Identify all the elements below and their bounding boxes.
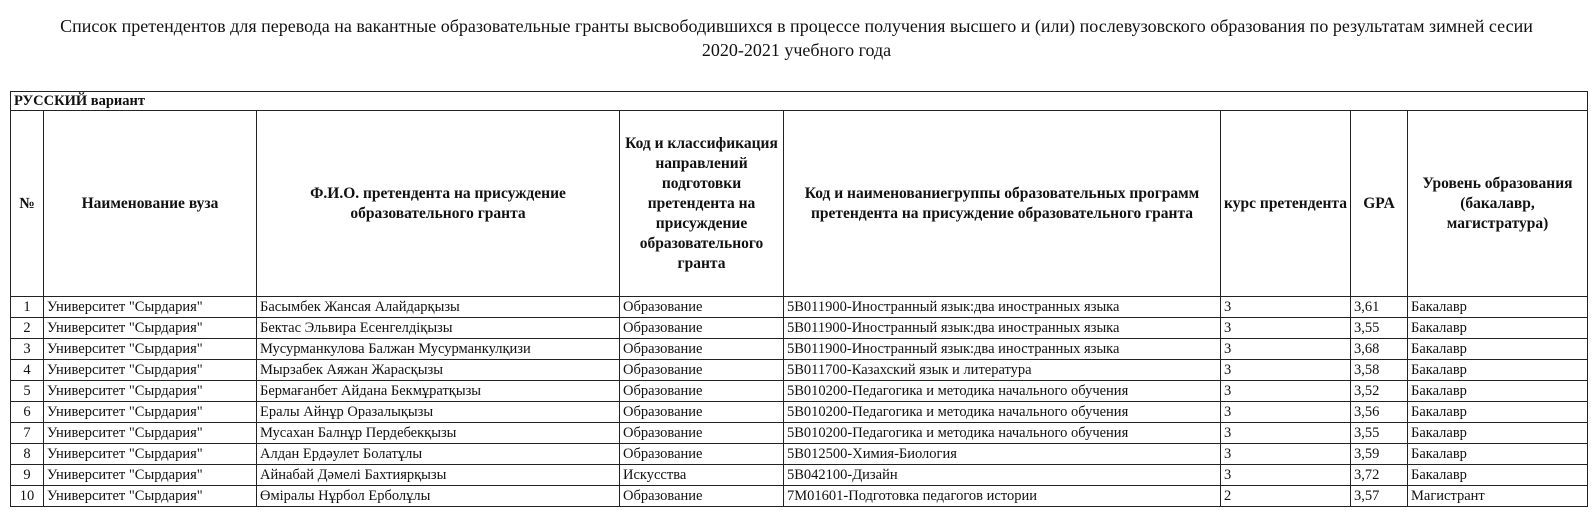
cell-education-level: Бакалавр [1408, 444, 1588, 465]
cell-gpa: 3,56 [1351, 402, 1408, 423]
header-candidate-name: Ф.И.О. претендента на присуждение образовательного гранта [257, 111, 620, 297]
cell-gpa: 3,55 [1351, 423, 1408, 444]
cell-university: Университет "Сырдария" [44, 318, 257, 339]
cell-university: Университет "Сырдария" [44, 339, 257, 360]
cell-program-group: 5В010200-Педагогика и методика начального обучения [784, 423, 1221, 444]
cell-gpa: 3,55 [1351, 318, 1408, 339]
cell-university: Университет "Сырдария" [44, 486, 257, 507]
cell-program-group: 5В011900-Иностранный язык:два иностранных языка [784, 297, 1221, 318]
cell-education-level: Бакалавр [1408, 318, 1588, 339]
cell-program-group: 5В012500-Химия-Биология [784, 444, 1221, 465]
header-program-group: Код и наименованиегруппы образовательных программ претендента на присуждение образовательного гранта [784, 111, 1221, 297]
cell-course: 3 [1221, 381, 1351, 402]
table-row [11, 381, 1588, 402]
cell-candidate-name: Айнабай Дәмелі Бахтиярқызы [257, 465, 620, 486]
cell-university: Университет "Сырдария" [44, 381, 257, 402]
cell-gpa: 3,57 [1351, 486, 1408, 507]
table-row [11, 360, 1588, 381]
cell-course: 3 [1221, 444, 1351, 465]
cell-course: 2 [1221, 486, 1351, 507]
cell-number: 2 [11, 318, 44, 339]
cell-program-group: 5В010200-Педагогика и методика начального обучения [784, 402, 1221, 423]
cell-program-group: 5В011900-Иностранный язык:два иностранных языка [784, 339, 1221, 360]
table-row [11, 297, 1588, 318]
table-row [11, 444, 1588, 465]
cell-university: Университет "Сырдария" [44, 360, 257, 381]
table-row [11, 465, 1588, 486]
cell-candidate-name: Мусахан Балнұр Пердебекқызы [257, 423, 620, 444]
cell-gpa: 3,72 [1351, 465, 1408, 486]
header-direction-code: Код и классификация направлений подготовки претендента на присуждение образовательного гранта [620, 111, 784, 297]
header-number: № [11, 111, 44, 297]
cell-program-group: 5В011700-Казахский язык и литература [784, 360, 1221, 381]
cell-direction: Образование [620, 339, 784, 360]
cell-university: Университет "Сырдария" [44, 402, 257, 423]
table-body [11, 297, 1588, 507]
table-header-row [11, 111, 1588, 297]
cell-education-level: Бакалавр [1408, 402, 1588, 423]
cell-direction: Образование [620, 423, 784, 444]
header-university: Наименование вуза [44, 111, 257, 297]
cell-education-level: Бакалавр [1408, 381, 1588, 402]
header-course: курс претендента [1221, 111, 1351, 297]
cell-course: 3 [1221, 402, 1351, 423]
cell-direction: Образование [620, 402, 784, 423]
cell-number: 6 [11, 402, 44, 423]
cell-candidate-name: Басымбек Жансая Алайдарқызы [257, 297, 620, 318]
cell-program-group: 5В010200-Педагогика и методика начального обучения [784, 381, 1221, 402]
cell-direction: Образование [620, 318, 784, 339]
cell-course: 3 [1221, 465, 1351, 486]
cell-number: 5 [11, 381, 44, 402]
cell-number: 3 [11, 339, 44, 360]
cell-candidate-name: Бектас Эльвира Есенгелдіқызы [257, 318, 620, 339]
cell-university: Университет "Сырдария" [44, 444, 257, 465]
cell-education-level: Бакалавр [1408, 360, 1588, 381]
cell-gpa: 3,68 [1351, 339, 1408, 360]
cell-direction: Образование [620, 360, 784, 381]
cell-number: 9 [11, 465, 44, 486]
document-title: Список претендентов для перевода на вакантные образовательные гранты высвободившихся в процессе получения высшего и (или) послевузовского образования по результатам зимней сесии 2020-2021 учебного года [60, 16, 1533, 60]
cell-candidate-name: Мусурманкулова Балжан Мусурманкулқизи [257, 339, 620, 360]
header-education-level: Уровень образования (бакалавр, магистратура) [1408, 111, 1588, 297]
cell-university: Университет "Сырдария" [44, 297, 257, 318]
cell-course: 3 [1221, 423, 1351, 444]
cell-education-level: Бакалавр [1408, 465, 1588, 486]
table-caption: РУССКИЙ вариант [11, 92, 1588, 111]
cell-program-group: 5В042100-Дизайн [784, 465, 1221, 486]
cell-direction: Искусства [620, 465, 784, 486]
cell-program-group: 7М01601-Подготовка педагогов истории [784, 486, 1221, 507]
cell-number: 7 [11, 423, 44, 444]
table-row [11, 486, 1588, 507]
cell-direction: Образование [620, 486, 784, 507]
cell-candidate-name: Мырзабек Аяжан Жарасқызы [257, 360, 620, 381]
cell-education-level: Бакалавр [1408, 423, 1588, 444]
header-gpa: GPA [1351, 111, 1408, 297]
cell-gpa: 3,59 [1351, 444, 1408, 465]
cell-gpa: 3,52 [1351, 381, 1408, 402]
cell-course: 3 [1221, 339, 1351, 360]
cell-candidate-name: Алдан Ердәулет Болатұлы [257, 444, 620, 465]
table-row [11, 423, 1588, 444]
cell-education-level: Бакалавр [1408, 339, 1588, 360]
table-row [11, 318, 1588, 339]
cell-course: 3 [1221, 297, 1351, 318]
cell-gpa: 3,58 [1351, 360, 1408, 381]
cell-number: 4 [11, 360, 44, 381]
cell-number: 1 [11, 297, 44, 318]
cell-direction: Образование [620, 381, 784, 402]
cell-program-group: 5В011900-Иностранный язык:два иностранных языка [784, 318, 1221, 339]
cell-education-level: Бакалавр [1408, 297, 1588, 318]
cell-university: Университет "Сырдария" [44, 423, 257, 444]
cell-candidate-name: Бермағанбет Айдана Бекмұратқызы [257, 381, 620, 402]
cell-direction: Образование [620, 444, 784, 465]
cell-candidate-name: Ералы Айнұр Оразалықызы [257, 402, 620, 423]
table-row [11, 339, 1588, 360]
table-row [11, 402, 1588, 423]
cell-number: 8 [11, 444, 44, 465]
cell-number: 10 [11, 486, 44, 507]
cell-course: 3 [1221, 360, 1351, 381]
cell-education-level: Магистрант [1408, 486, 1588, 507]
cell-course: 3 [1221, 318, 1351, 339]
cell-candidate-name: Өміралы Нұрбол Ерболұлы [257, 486, 620, 507]
grant-candidates-table [10, 91, 1588, 507]
cell-direction: Образование [620, 297, 784, 318]
cell-gpa: 3,61 [1351, 297, 1408, 318]
cell-university: Университет "Сырдария" [44, 465, 257, 486]
